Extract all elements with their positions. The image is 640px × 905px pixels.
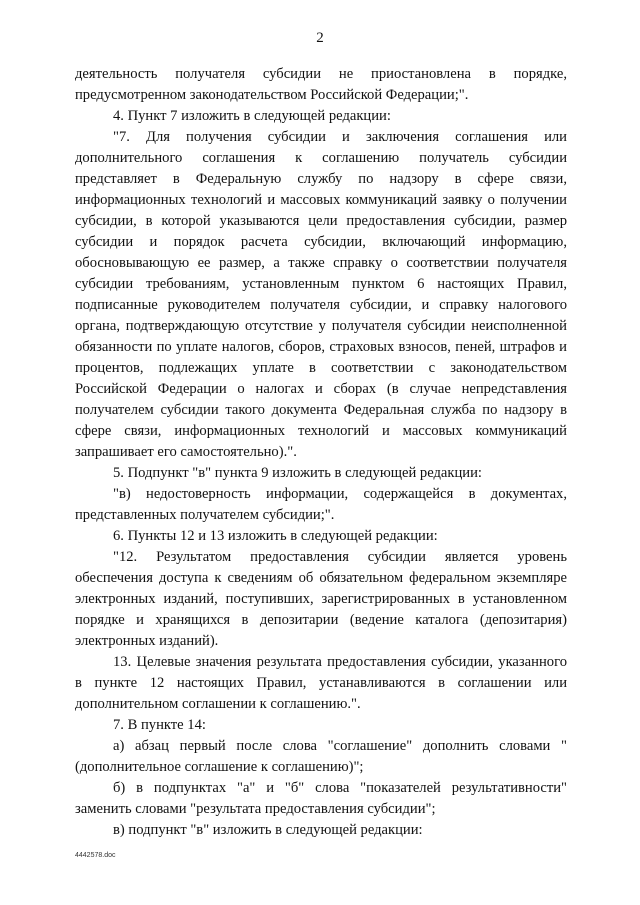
page-number: 2 <box>316 30 324 46</box>
paragraph-item-5: 5. Подпункт "в" пункта 9 изложить в следующей редакции: <box>113 465 482 481</box>
paragraph-subitem-b: б) в подпунктах "а" и "б" слова "показателей результативности" заменить словами "результата предоставления субсидии"; <box>75 780 567 817</box>
file-name-footer: 4442578.doc <box>75 852 116 859</box>
paragraph-item-7: 7. В пункте 14: <box>113 717 206 733</box>
paragraph-clause-12: "12. Результатом предоставления субсидии является уровень обеспечения доступа к сведениям об обязательном федеральном экземпляре электронных изданий, поступивших, зарегистрированных в установленном порядке и хранящихся в депозитарии (ведение каталога (депозитария) электронных изданий). <box>75 549 567 649</box>
document-body <box>75 64 567 841</box>
paragraph-item-6: 6. Пункты 12 и 13 изложить в следующей редакции: <box>113 528 438 544</box>
paragraph-item-4: 4. Пункт 7 изложить в следующей редакции: <box>113 108 391 124</box>
paragraph-subitem-a: а) абзац первый после слова "соглашение" дополнить словами "(дополнительное соглашение к соглашению)"; <box>75 738 567 775</box>
paragraph-1: деятельность получателя субсидии не приостановлена в порядке, предусмотренном законодательством Российской Федерации;". <box>75 66 567 103</box>
paragraph-subitem-v: в) подпункт "в" изложить в следующей редакции: <box>113 822 423 838</box>
paragraph-clause-7: "7. Для получения субсидии и заключения соглашения или дополнительного соглашения к соглашению получатель субсидии представляет в Федеральную службу по надзору в сфере связи, информационных технологий и массовых коммуникаций заявку о получении субсидии, в которой указываются цели предоставления субсидии, размер субсидии и порядок расчета субсидии, включающий информацию, обосновывающую ее размер, а также справку о соответствии получателя субсидии требованиям, установленным пунктом 6 настоящих Правил, подписанные руководителем получателя субсидии, и справку налогового органа, подтверждающую отсутствие у получателя субсидии неисполненной обязанности по уплате налогов, сборов, страховых взносов, пеней, штрафов и процентов, подлежащих уплате в соответствии с законодательством Российской Федерации о налогах и сборах (в случае непредставления получателем субсидии такого документа Федеральная служба по надзору в сфере связи, информационных технологий и массовых коммуникаций запрашивает его самостоятельно).". <box>75 129 567 460</box>
paragraph-clause-13: 13. Целевые значения результата предоставления субсидии, указанного в пункте 12 настоящих Правил, устанавливаются в соглашении или дополнительном соглашении к соглашению.". <box>75 654 567 712</box>
paragraph-subclause-v: "в) недостоверность информации, содержащейся в документах, представленных получателем субсидии;". <box>75 486 567 523</box>
